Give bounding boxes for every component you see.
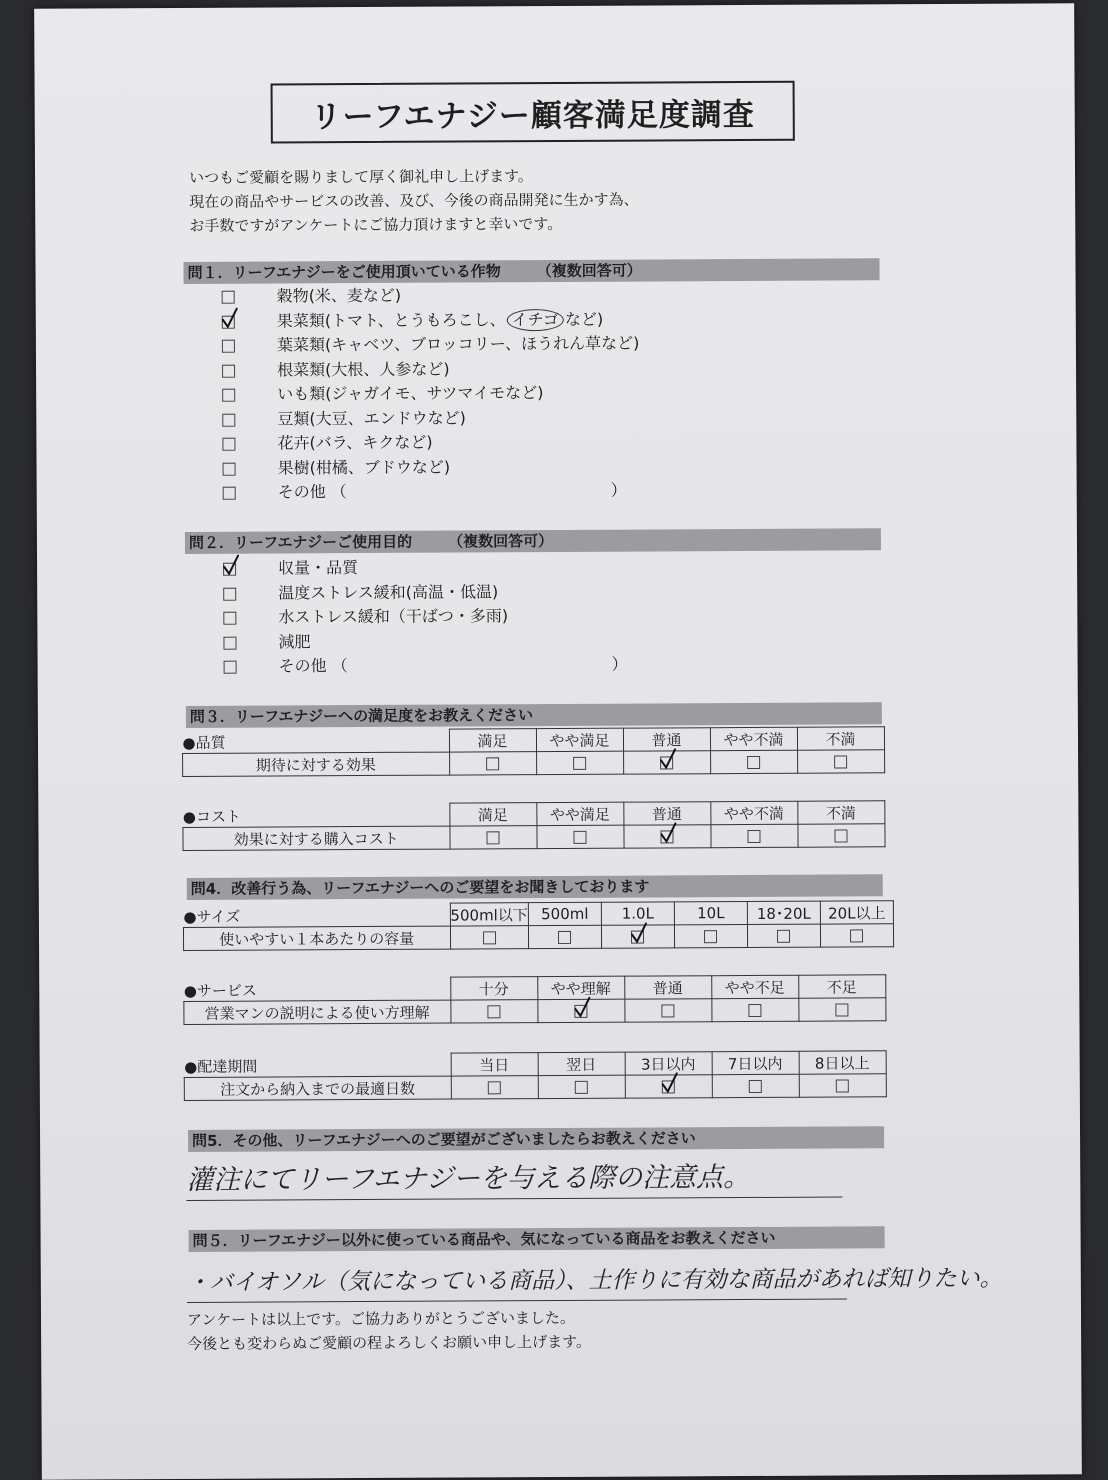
q2-heading-text: 問２．リーフエナジーご使用目的 xyxy=(188,532,413,552)
circled-answer: イチゴ xyxy=(507,308,564,330)
size-option-cell[interactable] xyxy=(528,925,601,948)
quality-option-checkbox[interactable] xyxy=(486,757,499,770)
q1-option-checkbox[interactable] xyxy=(222,364,235,377)
q1-heading-text: 問１．リーフエナジーをご使用頂いている作物 xyxy=(187,262,501,282)
check-mark-icon xyxy=(659,822,677,844)
q1-option-checkbox[interactable] xyxy=(223,487,236,500)
quality-option-cell[interactable] xyxy=(797,750,884,773)
q2-option-label: 温度ストレス緩和(高温・低温) xyxy=(278,581,499,602)
size-option-checkbox[interactable] xyxy=(483,931,496,944)
q4-heading-text: 問4．改善行う為、リーフエナジーへのご要望をお聞きしております xyxy=(190,877,650,898)
service-option-cell[interactable] xyxy=(450,1000,537,1023)
service-option-cell[interactable] xyxy=(624,999,711,1022)
service-option-cell[interactable] xyxy=(711,998,798,1021)
closing-line: アンケートは以上です。ご協力ありがとうございました。 xyxy=(186,1308,575,1329)
quality-column-header: 普通 xyxy=(623,728,710,751)
intro-text xyxy=(189,164,639,238)
q2-option[interactable] xyxy=(224,654,628,678)
cost-option-cell[interactable] xyxy=(449,826,536,849)
quality-option-checkbox[interactable] xyxy=(747,756,760,769)
quality-option-checkbox[interactable] xyxy=(573,757,586,770)
service-rating-table xyxy=(183,974,886,1025)
q3-heading-text: 問３．リーフエナジーへの満足度をお教えください xyxy=(189,706,534,726)
answer-line xyxy=(187,1298,847,1302)
size-option-cell[interactable] xyxy=(747,924,820,947)
q1-option[interactable] xyxy=(223,456,451,479)
service-column-header: やや不足 xyxy=(711,975,798,998)
q1-option[interactable] xyxy=(222,285,402,308)
q1-option-label: 穀物(米、麦など) xyxy=(276,285,402,306)
size-column-header: 20L以上 xyxy=(820,901,893,924)
cost-column-header: 満足 xyxy=(449,803,536,826)
intro-line: お手数ですがアンケートにご協力頂けますと幸いです。 xyxy=(189,214,563,235)
q2-option-label: 収量・品質 xyxy=(278,558,359,578)
service-option-checkbox[interactable] xyxy=(487,1005,500,1018)
quality-column-header: やや満足 xyxy=(536,728,623,751)
q5a-heading-text: 問5．その他、リーフエナジーへのご要望がございましたらお教えください xyxy=(192,1129,696,1150)
cost-column-header: 普通 xyxy=(623,802,710,825)
q2-option[interactable] xyxy=(223,605,508,628)
cost-option-checkbox[interactable] xyxy=(573,831,586,844)
q4-heading xyxy=(187,874,883,900)
q5a-heading xyxy=(188,1126,884,1152)
other-paren-close: ） xyxy=(610,480,627,500)
check-mark-icon xyxy=(661,1072,679,1094)
q1-option-label: 果樹(柑橘、ブドウなど) xyxy=(277,457,451,477)
size-row-label: 使いやすい１本あたりの容量 xyxy=(183,926,450,950)
cost-option-checkbox[interactable] xyxy=(660,830,673,843)
service-column-header: 十分 xyxy=(450,977,537,1000)
check-mark-icon xyxy=(221,307,239,329)
q1-option-label: 根菜類(大根、人参など) xyxy=(276,359,450,379)
q1-option-label: 果菜類(トマト、とうもろこし、 イチゴ など) xyxy=(276,309,604,330)
size-rating-table xyxy=(183,900,894,951)
cost-option-cell[interactable] xyxy=(710,824,797,847)
cost-rating-table xyxy=(182,800,885,851)
size-option-checkbox[interactable] xyxy=(850,929,863,942)
size-column-header: 500ml以下 xyxy=(450,903,529,926)
cost-option-cell[interactable] xyxy=(797,824,884,847)
q2-option-checkbox[interactable] xyxy=(223,587,236,600)
cost-option-cell[interactable] xyxy=(536,825,623,848)
q1-option-label: 葉菜類(キャベツ、ブロッコリー、ほうれん草など) xyxy=(276,333,640,355)
delivery-option-checkbox[interactable] xyxy=(488,1081,501,1094)
size-category-label: ●サイズ xyxy=(183,907,241,926)
q1-option-checkbox[interactable] xyxy=(222,315,235,328)
size-option-checkbox[interactable] xyxy=(777,930,790,943)
q2-option[interactable] xyxy=(223,631,310,653)
service-column-header: 普通 xyxy=(624,976,711,999)
service-option-cell[interactable] xyxy=(798,998,885,1021)
delivery-row-label: 注文から納入までの最適日数 xyxy=(184,1076,451,1100)
q2-option[interactable] xyxy=(223,581,498,604)
q2-option-label: 減肥 xyxy=(278,631,311,651)
q5a-handwritten-answer[interactable]: 灌注にてリーフエナジーを与える際の注意点。 xyxy=(186,1162,751,1196)
delivery-option-checkbox[interactable] xyxy=(662,1080,675,1093)
cost-option-cell[interactable] xyxy=(623,825,710,848)
delivery-option-cell[interactable] xyxy=(625,1075,712,1098)
intro-line: 現在の商品やサービスの改善、及び、今後の商品開発に生かす為、 xyxy=(189,190,639,211)
service-option-cell[interactable] xyxy=(537,999,624,1022)
delivery-column-header: 7日以内 xyxy=(712,1051,799,1074)
check-mark-icon xyxy=(573,997,591,1019)
survey-sheet xyxy=(34,3,1082,1479)
q2-option-checkbox[interactable] xyxy=(223,612,236,625)
quality-option-cell[interactable] xyxy=(710,750,797,773)
q1-option-label: 花卉(バラ、キクなど) xyxy=(277,432,433,453)
service-option-checkbox[interactable] xyxy=(661,1004,674,1017)
q1-option[interactable] xyxy=(223,480,627,504)
quality-category-label: ●品質 xyxy=(182,733,226,752)
size-option-cell[interactable] xyxy=(450,926,529,949)
cost-option-checkbox[interactable] xyxy=(747,830,760,843)
quality-option-checkbox[interactable] xyxy=(834,755,847,768)
service-option-checkbox[interactable] xyxy=(835,1003,848,1016)
q2-option-label: その他 （ xyxy=(278,656,348,676)
cost-column-header: 不満 xyxy=(797,801,884,824)
q1-option-label: 豆類(大豆、エンドウなど) xyxy=(277,407,466,428)
q1-option-checkbox[interactable] xyxy=(222,438,235,451)
cost-category-label: ●コスト xyxy=(182,807,242,826)
cost-option-checkbox[interactable] xyxy=(834,829,847,842)
q2-option[interactable] xyxy=(223,557,358,580)
q1-heading-suffix: （複数回答可） xyxy=(536,261,642,281)
q1-option[interactable] xyxy=(222,333,640,357)
delivery-option-cell[interactable] xyxy=(538,1075,625,1098)
q2-heading-suffix: （複数回答可） xyxy=(448,532,554,551)
size-column-header: 10L xyxy=(674,902,747,925)
q1-option[interactable] xyxy=(222,358,450,381)
delivery-option-checkbox[interactable] xyxy=(575,1081,588,1094)
q1-option-label: その他 （ xyxy=(277,482,347,502)
q1-option-checkbox[interactable] xyxy=(223,462,236,475)
cost-option-checkbox[interactable] xyxy=(486,831,499,844)
other-paren-close: ） xyxy=(611,654,628,674)
delivery-option-cell[interactable] xyxy=(451,1076,538,1099)
q1-option-checkbox[interactable] xyxy=(222,413,235,426)
check-mark-icon xyxy=(630,923,648,945)
service-option-checkbox[interactable] xyxy=(574,1005,587,1018)
size-option-cell[interactable] xyxy=(601,925,674,948)
answer-line xyxy=(186,1197,842,1201)
quality-column-header: 満足 xyxy=(449,729,536,752)
quality-rating-table xyxy=(182,726,885,777)
size-option-checkbox[interactable] xyxy=(631,931,644,944)
quality-column-header: 不満 xyxy=(797,727,884,750)
delivery-column-header: 8日以上 xyxy=(799,1051,886,1074)
closing-line: 今後とも変わらぬご愛顧の程よろしくお願い申し上げます。 xyxy=(187,1332,592,1353)
check-mark-icon xyxy=(659,748,677,770)
quality-row-label: 期待に対する効果 xyxy=(183,752,450,776)
size-option-cell[interactable] xyxy=(820,924,893,947)
cost-row-label: 効果に対する購入コスト xyxy=(183,826,450,850)
service-category-label: ●サービス xyxy=(183,981,257,1000)
delivery-column-header: 翌日 xyxy=(538,1052,625,1075)
delivery-option-cell[interactable] xyxy=(799,1074,886,1097)
closing-text xyxy=(187,1306,591,1356)
delivery-column-header: 3日以内 xyxy=(625,1052,712,1075)
size-option-cell[interactable] xyxy=(674,925,747,948)
service-row-label: 営業マンの説明による使い方理解 xyxy=(184,1000,451,1024)
q2-option-label: 水ストレス緩和（干ばつ・多雨) xyxy=(278,606,509,627)
check-mark-icon xyxy=(222,555,240,577)
size-column-header: 500ml xyxy=(528,902,601,925)
q2-heading xyxy=(185,528,881,554)
q1-option[interactable] xyxy=(222,308,604,332)
q1-option[interactable] xyxy=(222,407,466,430)
quality-option-cell[interactable] xyxy=(623,751,710,774)
size-column-header: 18･20L xyxy=(747,901,820,924)
delivery-column-header: 当日 xyxy=(451,1053,538,1076)
service-option-checkbox[interactable] xyxy=(748,1004,761,1017)
delivery-option-checkbox[interactable] xyxy=(836,1079,849,1092)
service-column-header: やや理解 xyxy=(537,976,624,999)
q1-option[interactable] xyxy=(222,432,432,455)
service-column-header: 不足 xyxy=(798,975,885,998)
size-option-checkbox[interactable] xyxy=(704,930,717,943)
q1-option-checkbox[interactable] xyxy=(222,291,235,304)
q2-option-checkbox[interactable] xyxy=(223,636,236,649)
delivery-category-label: ●配達期間 xyxy=(184,1057,258,1076)
q1-option-checkbox[interactable] xyxy=(222,340,235,353)
q1-option-checkbox[interactable] xyxy=(222,389,235,402)
q3-heading xyxy=(186,702,882,728)
q5b-heading xyxy=(189,1226,885,1252)
size-option-checkbox[interactable] xyxy=(558,931,571,944)
q1-heading xyxy=(183,258,879,284)
size-column-header: 1.0L xyxy=(601,902,674,925)
delivery-option-checkbox[interactable] xyxy=(749,1080,762,1093)
q5b-handwritten-answer[interactable]: ・バイオソル（気になっている商品）、土作りに有効な商品があれば知りたい。 xyxy=(186,1265,1003,1296)
quality-option-cell[interactable] xyxy=(536,751,623,774)
quality-option-cell[interactable] xyxy=(449,752,536,775)
q1-option[interactable] xyxy=(222,382,543,406)
survey-title: リーフエナジー顧客満足度調査 xyxy=(271,81,795,144)
quality-column-header: やや不満 xyxy=(710,727,797,750)
q1-option-label: いも類(ジャガイモ、サツマイモなど) xyxy=(277,383,544,404)
cost-column-header: やや不満 xyxy=(710,801,797,824)
delivery-option-cell[interactable] xyxy=(712,1074,799,1097)
q5b-heading-text: 問５．リーフエナジー以外に使っている商品や、気になっている商品をお教えください xyxy=(192,1228,776,1250)
intro-line: いつもご愛顧を賜りまして厚く御礼申し上げます。 xyxy=(188,167,533,187)
delivery-rating-table xyxy=(184,1050,887,1101)
q2-option-checkbox[interactable] xyxy=(224,661,237,674)
q2-option-checkbox[interactable] xyxy=(223,563,236,576)
cost-column-header: やや満足 xyxy=(536,802,623,825)
quality-option-checkbox[interactable] xyxy=(660,756,673,769)
